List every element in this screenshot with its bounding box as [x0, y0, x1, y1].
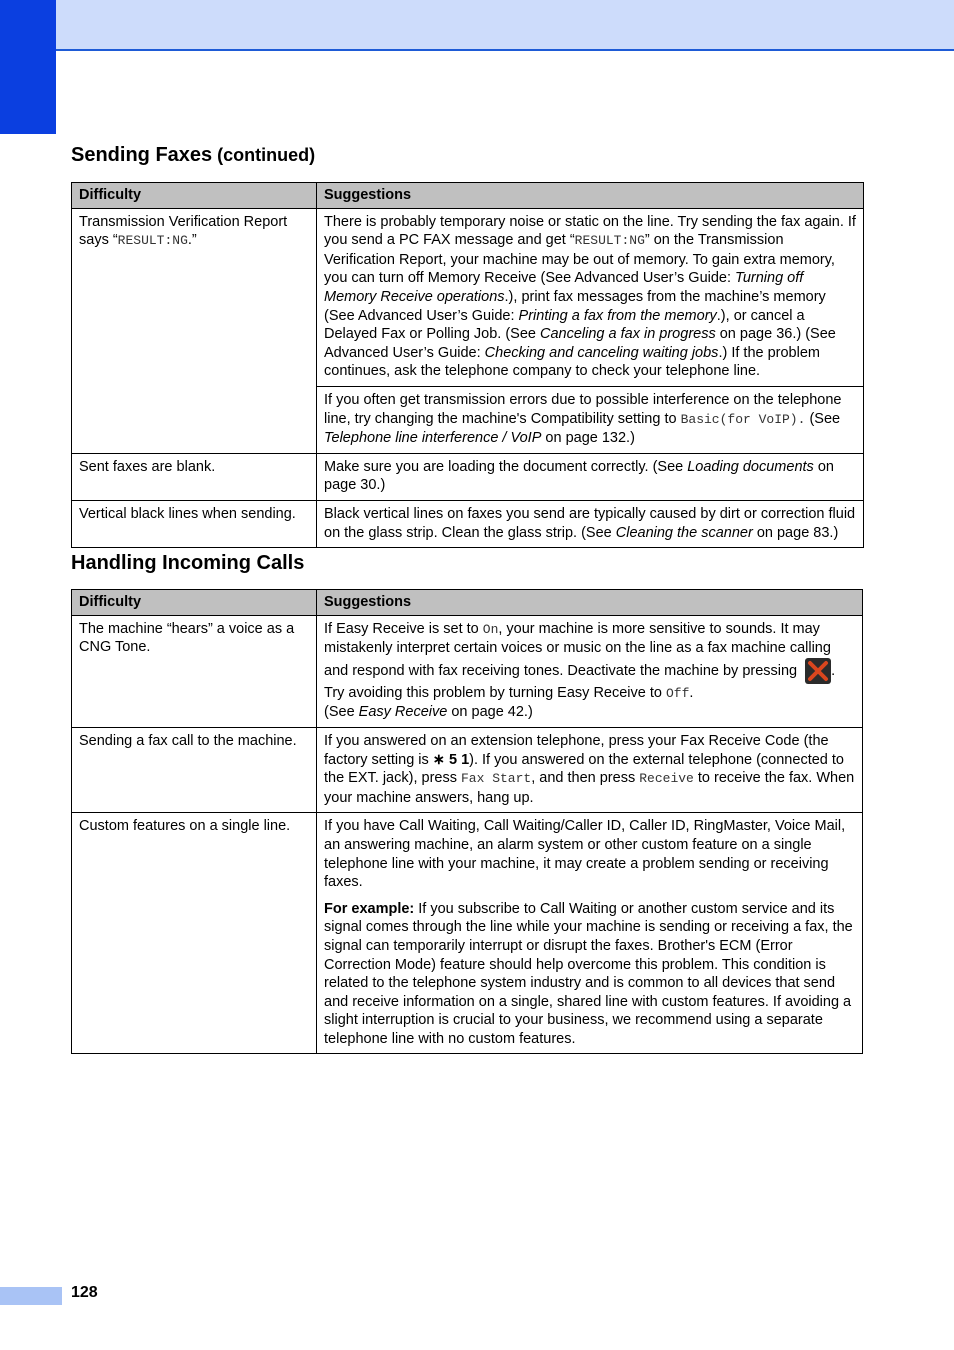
column-header-difficulty: Difficulty: [72, 183, 317, 209]
section-title-sending-faxes: Sending Faxes (continued): [71, 144, 316, 166]
difficulty-cell: Vertical black lines when sending.: [72, 500, 317, 547]
suggestion-cell: If you answered on an extension telephone, press your Fax Receive Code (the factory setting is ∗ 5 1). If you answered on the external telephone (connected to the EXT. jack), press Fax Start, and then press Receive to receive the fax. When your machine answers, hang up.: [317, 727, 863, 812]
column-header-suggestions: Suggestions: [317, 183, 864, 209]
difficulty-cell: Sent faxes are blank.: [72, 453, 317, 500]
chapter-tab: [0, 0, 56, 134]
table-row: [72, 813, 863, 1054]
difficulty-cell: The machine “hears” a voice as a CNG Tone.: [72, 615, 317, 727]
column-header-difficulty: Difficulty: [72, 590, 317, 616]
suggestion-cell: If Easy Receive is set to On, your machine is more sensitive to sounds. It may mistakenly interpret certain voices or music on the line as a fax machine calling and respond with fax receiving tones. Deactivate the machine by pressing . Try avoiding this problem by turning Easy Receive to Off. (See Easy Receive on page 42.): [317, 615, 863, 727]
suggestion-cell: Make sure you are loading the document correctly. (See Loading documents on page 30.): [317, 453, 864, 500]
table-header-row: [72, 590, 863, 616]
table-row: [72, 453, 864, 500]
incoming-calls-table: [71, 589, 863, 1054]
stop-x-icon: [805, 658, 831, 684]
column-header-suggestions: Suggestions: [317, 590, 863, 616]
suggestion-cell: Black vertical lines on faxes you send are typically caused by dirt or correction fluid on the glass strip. Clean the glass strip. (See Cleaning the scanner on page 83.): [317, 500, 864, 547]
table-row: [72, 208, 864, 386]
suggestion-cell: There is probably temporary noise or static on the line. Try sending the fax again. If you send a PC FAX message and get “RESULT:NG” on the Transmission Verification Report, your machine may be out of memory. To gain extra memory, you can turn off Memory Receive (See Advanced User’s Guide: Turning off Memory Receive operations.), print fax messages from the machine’s memory (See Advanced User’s Guide: Printing a fax from the memory.), or cancel a Delayed Fax or Polling Job. (See Canceling a fax in progress on page 36.) (See Advanced User’s Guide: Checking and canceling waiting jobs.) If the problem continues, ask the telephone company to check your telephone line.: [317, 208, 864, 386]
suggestion-paragraph: If you have Call Waiting, Call Waiting/Caller ID, Caller ID, RingMaster, Voice Mail, an answering machine, an alarm system or other custom feature on a single telephone line with your machine, it may create a problem sending or receiving faxes.: [324, 818, 846, 891]
table-row: [72, 727, 863, 812]
suggestion-paragraph-example: For example: If you subscribe to Call Waiting or another custom service and its signal comes through the line while your machine is sending or receiving a fax, the signal can temporarily interrupt or disrupt the faxes. Brother's ECM (Error Correction Mode) feature should help overcome this problem. This condition is related to the telephone system industry and is common to all devices that send and receive information on a single, shared line with custom features. If avoiding a slight interruption is crucial to your business, we recommend using a separate telephone line with no custom features.: [324, 900, 853, 1047]
top-header-band: [0, 0, 954, 51]
suggestion-cell: [317, 813, 863, 1054]
difficulty-cell: Sending a fax call to the machine.: [72, 727, 317, 812]
page-number: 128: [71, 1284, 98, 1301]
difficulty-cell: Custom features on a single line.: [72, 813, 317, 1054]
section-title-incoming-calls: Handling Incoming Calls: [71, 552, 305, 574]
suggestion-cell: If you often get transmission errors due to possible interference on the telephone line, try changing the machine's Compatibility setting to Basic(for VoIP). (See Telephone line interference / VoIP on page 132.): [317, 386, 864, 453]
table-row: [72, 615, 863, 727]
sending-faxes-table: [71, 182, 864, 548]
page-number-tab: [0, 1287, 62, 1305]
table-header-row: [72, 183, 864, 209]
difficulty-cell: Transmission Verification Report says “RESULT:NG.”: [72, 208, 317, 453]
table-row: [72, 500, 864, 547]
